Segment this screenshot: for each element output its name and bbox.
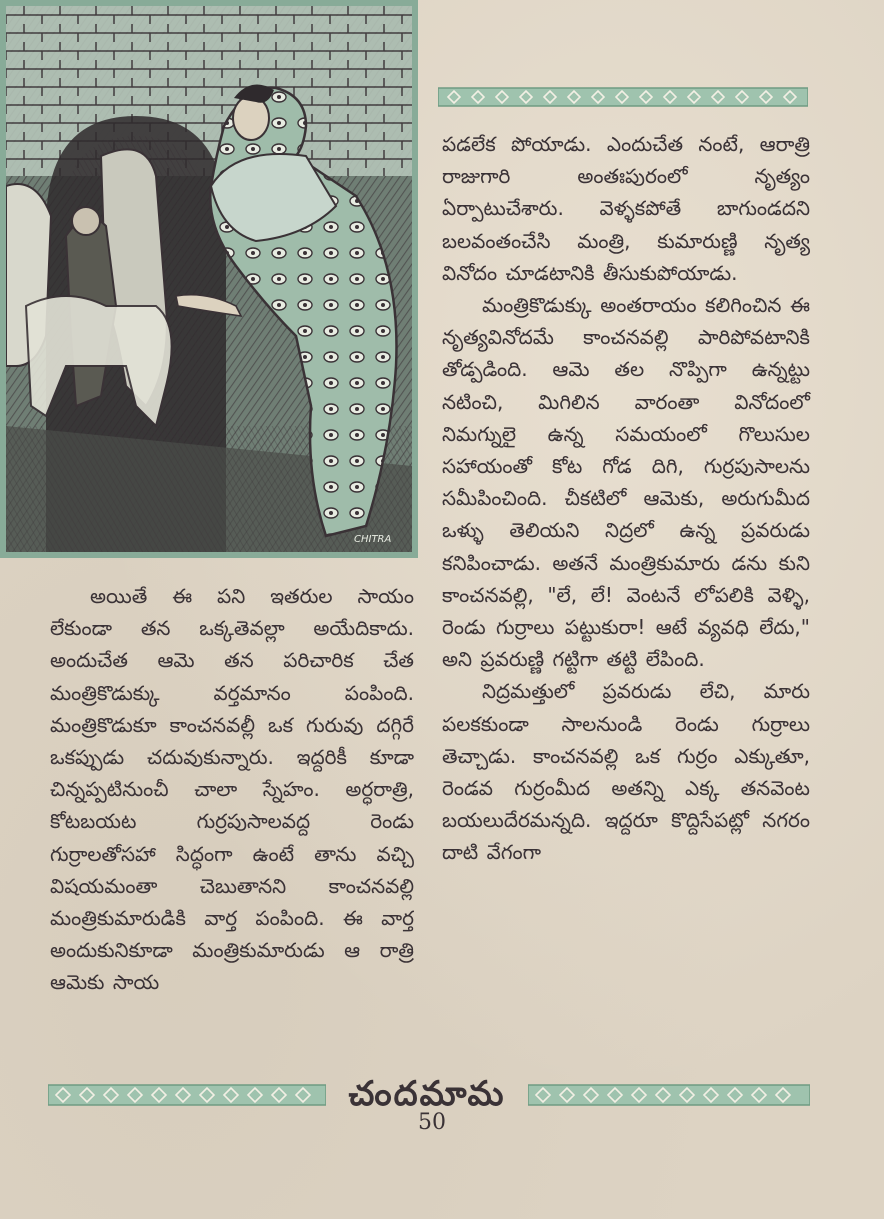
left-column xyxy=(50,580,414,999)
page-number: 50 xyxy=(418,1110,446,1135)
magazine-name: చందమామ xyxy=(348,1074,506,1114)
right-column xyxy=(442,128,810,869)
illustration-signature: CHITRA xyxy=(354,534,392,545)
decorative-top-border xyxy=(438,86,808,108)
footer-border-left xyxy=(48,1083,326,1107)
left-paragraph-1: అయితే ఈ పని ఇతరుల సాయం లేకుండా తన ఒక్కతెవల్లా అయేదికాదు. అందుచేత ఆమె తన పరిచారిక చేత మంత్రికొడుక్కు వర్తమానం పంపింది. మంత్రికొడుకూ కాంచనవల్లీ ఒక గురువు దగ్గిరే ఒకప్పుడు చదువుకున్నారు. ఇద్దరికీ కూడా చిన్నప్పటినుంచీ చాలా స్నేహం. అర్ధరాత్రి, కోటబయట గుర్రపుసాలవద్ద రెండు గుర్రాలతోసహా సిద్ధంగా ఉంటే తాను వచ్చి విషయమంతా చెబుతానని కాంచనవల్లి మంత్రికుమారుడికి వార్త పంపింది. ఈ వార్త అందుకునికూడా మంత్రికుమారుడు ఆ రాత్రి ఆమెకు సాయ xyxy=(50,584,414,995)
right-paragraph-3: నిద్రమత్తులో ప్రవరుడు లేచి, మారు పలకకుండా సాలనుండి రెండు గుర్రాలు తెచ్చాడు. కాంచనవల్లి ఒక గుర్రం ఎక్కుతూ, రెండవ గుర్రంమీద అతన్ని ఎక్క తనవెంట బయలుదేరమన్నది. ఇద్దరూ కొద్దిసేపట్లో నగరం దాటి వేగంగా xyxy=(442,679,810,865)
illustration-drawing xyxy=(6,6,412,552)
right-paragraph-2: మంత్రికొడుక్కు అంతరాయం కలిగించిన ఈ నృత్యవినోదమే కాంచనవల్లి పారిపోవటానికి తోడ్పడింది. ఆమె తల నొప్పిగా ఉన్నట్టు నటించి, మిగిలిన వారంతా వినోదంలో నిమగ్నులై ఉన్న సమయంలో గొలుసుల సహాయంతో కోట గోడ దిగి, గుర్రపుసాలను సమీపించింది. చీకటిలో ఆమెకు, అరుగుమీద ఒళ్ళు తెలియని నిద్రలో ఉన్న ప్రవరుడు కనిపించాడు. అతనే మంత్రికుమారు డను కుని కాంచనవల్లి, "లే, లే! వెంటనే లోపలికి వెళ్ళి, రెండు గుర్రాలు పట్టుకురా! ఆటే వ్యవధి లేదు," అని ప్రవరుణ్ణి గట్టిగా తట్టి లేపింది. xyxy=(442,293,810,672)
footer-border-right xyxy=(528,1083,810,1107)
story-illustration xyxy=(0,0,418,558)
right-paragraph-1: పడలేక పోయాడు. ఎందుచేత నంటే, ఆరాత్రి రాజుగారి అంతఃపురంలో నృత్యం ఏర్పాటుచేశారు. వెళ్ళకపోతే బాగుండదని బలవంతంచేసి మంత్రి, కుమారుణ్ణి నృత్య వినోదం చూడటానికి తీసుకుపోయాడు. xyxy=(442,132,810,285)
